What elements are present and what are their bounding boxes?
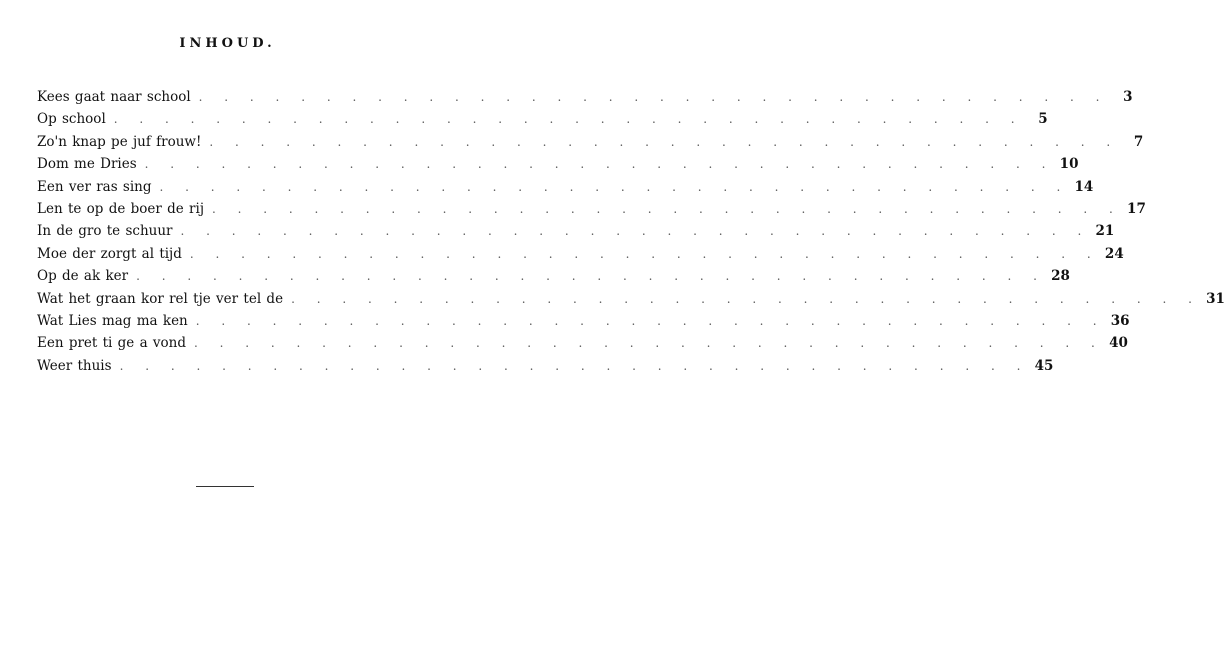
page-title: INHOUD. — [179, 36, 276, 51]
toc-entry — [37, 86, 1133, 108]
toc-entry-title: Moe der zorgt al tijd — [37, 245, 182, 262]
toc-entry-title: Len te op de boer de rij — [37, 200, 205, 217]
toc-dot-leader: . . . . . . . . . . . . . . . . . . . . . . . . . . . . . . . . . . . . — [113, 112, 1024, 127]
toc-entry-page: 5 — [1038, 111, 1048, 128]
toc-entry — [37, 153, 1079, 175]
table-of-contents — [37, 86, 1225, 377]
toc-dot-leader: . . . . . . . . . . . . . . . . . . . . . . . . . . . . . . . . . . . . — [159, 179, 1070, 194]
toc-entry-page: 14 — [1074, 178, 1094, 195]
toc-dot-leader: . . . . . . . . . . . . . . . . . . . . . . . . . . . . . . . . . . . . — [119, 358, 1030, 373]
toc-entry-page: 31 — [1206, 290, 1225, 307]
toc-entry — [37, 355, 1054, 377]
toc-entry — [37, 220, 1115, 242]
toc-entry-title: Wat het graan kor rel tje ver tel de — [37, 290, 284, 307]
toc-entry-page: 7 — [1133, 133, 1144, 150]
toc-entry-page: 10 — [1059, 156, 1079, 173]
toc-entry-title: Op school — [37, 111, 106, 128]
toc-entry-title: Een pret ti ge a vond — [37, 335, 187, 352]
toc-dot-leader: . . . . . . . . . . . . . . . . . . . . . . . . . . . . . . . . . . . . — [291, 291, 1201, 306]
toc-entry-page: 21 — [1095, 223, 1115, 240]
toc-dot-leader: . . . . . . . . . . . . . . . . . . . . . . . . . . . . . . . . . . . . — [180, 224, 1091, 239]
toc-dot-leader: . . . . . . . . . . . . . . . . . . . . . . . . . . . . . . . . . . . . — [209, 134, 1120, 149]
toc-entry-title: Een ver ras sing — [37, 178, 152, 195]
toc-dot-leader: . . . . . . . . . . . . . . . . . . . . . . . . . . . . . . . . . . . . — [136, 269, 1046, 284]
toc-dot-leader: . . . . . . . . . . . . . . . . . . . . . . . . . . . . . . . . . . . . — [195, 313, 1106, 328]
toc-entry-title: Op de ak ker — [37, 268, 129, 285]
toc-entry-page: 24 — [1104, 245, 1124, 262]
toc-entry-title: Dom me Dries — [37, 156, 137, 173]
toc-dot-leader: . . . . . . . . . . . . . . . . . . . . . . . . . . . . . . . . . . . . — [198, 90, 1109, 104]
toc-dot-leader: . . . . . . . . . . . . . . . . . . . . . . . . . . . . . . . . . . . . — [144, 157, 1055, 172]
toc-entry-title: In de gro te schuur — [37, 223, 173, 240]
toc-dot-leader: . . . . . . . . . . . . . . . . . . . . . . . . . . . . . . . . . . . . — [194, 336, 1104, 351]
toc-entry-title: Weer thuis — [37, 357, 112, 374]
toc-entry — [37, 332, 1128, 354]
toc-entry-page: 45 — [1034, 357, 1054, 374]
toc-entry-page: 3 — [1123, 89, 1133, 105]
end-divider — [196, 486, 254, 487]
toc-dot-leader: . . . . . . . . . . . . . . . . . . . . . . . . . . . . . . . . . . . . — [212, 201, 1122, 216]
toc-entry-title: Kees gaat naar school — [37, 89, 191, 105]
toc-entry — [37, 288, 1225, 310]
toc-entry — [37, 108, 1048, 130]
toc-entry-page: 17 — [1127, 200, 1146, 217]
toc-entry — [37, 176, 1094, 198]
toc-entry-title: Zo'n knap pe juf frouw! — [37, 133, 202, 150]
toc-entry — [37, 310, 1130, 332]
toc-entry — [37, 131, 1144, 153]
toc-entry — [37, 243, 1124, 265]
toc-entry-title: Wat Lies mag ma ken — [37, 312, 188, 329]
toc-dot-leader: . . . . . . . . . . . . . . . . . . . . . . . . . . . . . . . . . . . . — [189, 246, 1100, 261]
toc-entry-page: 28 — [1051, 268, 1070, 285]
toc-entry — [37, 265, 1070, 287]
toc-entry-page: 36 — [1110, 312, 1130, 329]
toc-entry-page: 40 — [1109, 335, 1128, 352]
toc-entry — [37, 198, 1146, 220]
